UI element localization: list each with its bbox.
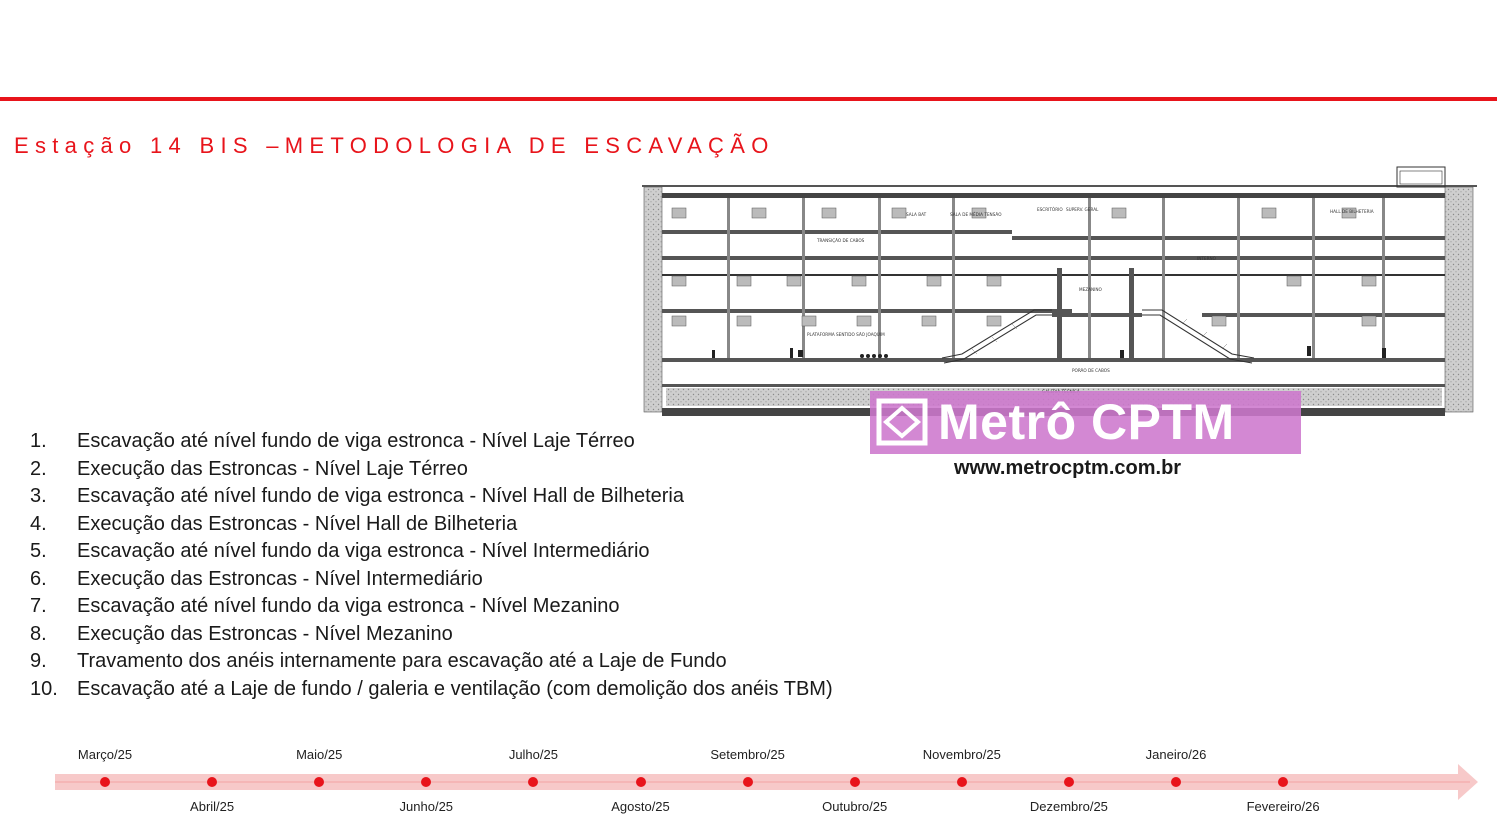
step-number: 5. (30, 540, 47, 562)
step-number: 4. (30, 512, 47, 535)
timeline-dot (1171, 777, 1181, 787)
step-item (30, 511, 833, 539)
step-item (30, 483, 833, 511)
station-section-drawing (642, 158, 1477, 420)
step-text: Execução das Estroncas - Nível Laje Térreo (77, 457, 468, 480)
step-text: Escavação até nível fundo da viga estronca - Nível Mezanino (77, 595, 620, 617)
label-mezanino: MEZANINO (1079, 287, 1102, 292)
step-item (30, 456, 833, 484)
timeline-month-label: Novembro/25 (922, 747, 1001, 762)
slide-title: Estação 14 BIS –METODOLOGIA DE ESCAVAÇÃO (14, 133, 775, 158)
step-item (30, 538, 833, 566)
step-text: Escavação até nível fundo de viga estronca - Nível Laje Térreo (77, 430, 635, 452)
step-text: Execução das Estroncas - Nível Intermediário (77, 567, 483, 590)
timeline-month-label: Março/25 (77, 747, 133, 762)
timeline-dot (743, 777, 753, 787)
label-interno: INTERNO (1197, 256, 1216, 261)
timeline-dot (1064, 777, 1074, 787)
timeline-month-label: Julho/25 (508, 747, 558, 762)
label-porao-cabos: PORÃO DE CABOS (1072, 368, 1110, 373)
step-item (30, 648, 833, 676)
step-number: 8. (30, 622, 47, 645)
step-item (30, 593, 833, 621)
timeline-month-label: Junho/25 (399, 799, 454, 814)
step-text: Escavação até nível fundo de viga estronca - Nível Hall de Bilheteria (77, 485, 685, 507)
metro-cptm-logo-icon (876, 398, 928, 446)
timeline-month-label: Janeiro/26 (1145, 747, 1207, 762)
step-text: Travamento dos anéis internamente para escavação até a Laje de Fundo (77, 650, 727, 672)
label-sala-bt: SALA BAT (906, 212, 927, 217)
label-media-tensao: SALA DE MÉDIA TENSÃO (950, 212, 1002, 217)
step-number: 10. (30, 677, 58, 700)
step-number: 2. (30, 457, 47, 480)
timeline-month-label: Agosto/25 (611, 799, 670, 814)
timeline-month-label: Dezembro/25 (1029, 799, 1108, 814)
step-item (30, 566, 833, 594)
header-rule (0, 97, 1497, 101)
step-number: 7. (30, 595, 47, 617)
step-text: Escavação até a Laje de fundo / galeria e ventilação (com demolição dos anéis TBM) (77, 677, 833, 700)
step-text: Execução das Estroncas - Nível Hall de Bilheteria (77, 512, 518, 535)
timeline-dot (100, 777, 110, 787)
step-number: 1. (30, 430, 47, 452)
step-item (30, 676, 833, 704)
timeline-month-label: Fevereiro/26 (1246, 799, 1320, 814)
timeline-month-label: Maio/25 (296, 747, 343, 762)
timeline (0, 740, 1500, 840)
watermark-banner (870, 391, 1301, 454)
watermark-brand: Metrô CPTM (938, 394, 1235, 450)
step-number: 9. (30, 650, 47, 672)
label-superv-geral: SUPERV. GERAL (1066, 207, 1099, 212)
step-text: Escavação até nível fundo da viga estronca - Nível Intermediário (77, 540, 650, 562)
label-escritorio: ESCRITÓRIO (1037, 207, 1063, 212)
steps-list (30, 428, 833, 703)
watermark-url: www.metrocptm.com.br (954, 457, 1182, 479)
timeline-month-label: Outubro/25 (822, 799, 888, 814)
timeline-dot (957, 777, 967, 787)
timeline-dot (636, 777, 646, 787)
label-transicao-cabos: TRANSIÇÃO DE CABOS (817, 238, 865, 243)
label-hall-bilheteria: HALL DE BILHETERIA (1330, 209, 1374, 214)
step-number: 6. (30, 567, 47, 590)
step-text: Execução das Estroncas - Nível Mezanino (77, 622, 453, 645)
timeline-month-label: Setembro/25 (710, 747, 785, 762)
step-item (30, 621, 833, 649)
step-item (30, 428, 833, 456)
timeline-month-label: Abril/25 (190, 799, 235, 814)
step-number: 3. (30, 485, 47, 507)
label-plataforma: PLATAFORMA SENTIDO SÃO JOAQUIM (807, 332, 885, 337)
timeline-dot (850, 777, 860, 787)
